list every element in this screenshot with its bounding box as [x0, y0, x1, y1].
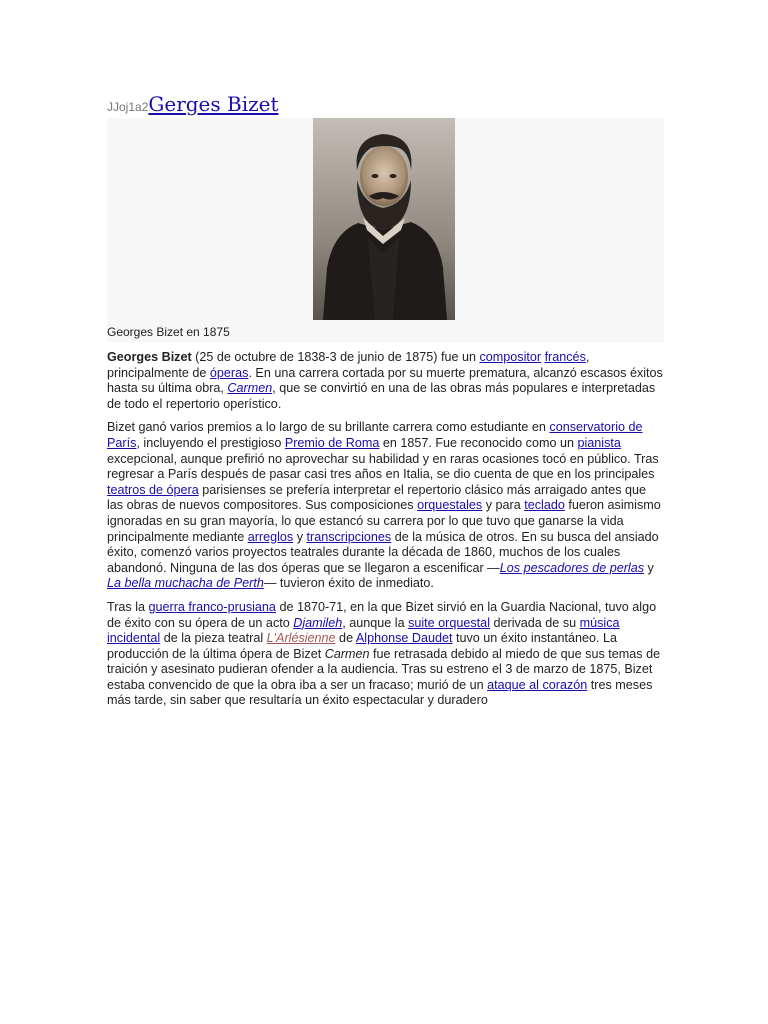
link-musica-incidental[interactable]: música incidental [107, 615, 620, 646]
link-guerra-franco-prusiana[interactable]: guerra franco-prusiana [148, 599, 276, 614]
link-teclado[interactable]: teclado [524, 498, 565, 513]
paragraph-later-life [107, 600, 664, 709]
text: Bizet ganó varios premios a lo largo de su brillante carrera como estudiante en [107, 420, 550, 435]
text: parisienses se prefería interpretar el repertorio clásico más arraigado antes que las obras de nuevos compositores. Sus composiciones [107, 482, 647, 513]
link-ataque-al-corazon[interactable]: ataque al corazón [487, 677, 588, 692]
text: , principalmente de [107, 350, 590, 380]
text: de la música de otros. En su busca del ansiado éxito, comenzó varios proyectos teatrales durante la década de 1860, muchos de los cuales abandonó. Ninguna de las dos óperas que se llegaron a escenificar — [107, 529, 659, 575]
portrait-drawing [313, 118, 455, 320]
text: de 1870-71, en la que Bizet sirvió en la Guardia Nacional, tuvo algo de éxito con su ópera de un acto [107, 599, 657, 630]
heading-prefix: JJoj1a2 [107, 100, 149, 114]
text: , incluyendo el prestigioso [136, 435, 285, 450]
link-djamileh[interactable] [293, 616, 342, 630]
carmen-title: Carmen [324, 646, 370, 661]
link-frances[interactable]: francés [544, 350, 586, 364]
link-premio-de-roma[interactable]: Premio de Roma [284, 435, 380, 450]
link-pianista[interactable]: pianista [577, 435, 621, 450]
text: de la pieza teatral [160, 631, 267, 646]
text: tres meses más tarde, sin saber que resultaría un éxito espectacular y duradero [107, 677, 653, 708]
link-carmen[interactable] [227, 381, 272, 395]
paragraph-career [107, 420, 664, 592]
link-compositor[interactable]: compositor [479, 350, 542, 364]
portrait-figure [107, 118, 664, 342]
text: Tras la [107, 599, 149, 614]
text: en 1857. Fue reconocido como un [379, 435, 578, 450]
link-teatros-de-opera[interactable]: teatros de ópera [107, 482, 199, 497]
link-suite-orquestal[interactable]: suite orquestal [408, 615, 490, 630]
article-heading [107, 90, 664, 118]
link-pescadores-text: Los pescadores de perlas [499, 560, 645, 575]
text: fueron asimismo ignoradas en su gran mayoría, lo que estancó su carrera por lo que tuvo que ganarse la vida principalmente mediante [107, 498, 661, 544]
link-larlesienne[interactable] [267, 631, 336, 645]
link-carmen-text: Carmen [227, 381, 273, 396]
link-operas[interactable]: óperas [209, 365, 249, 380]
link-arlesienne-text: L'Arlésienne [266, 631, 336, 646]
link-transcripciones[interactable]: transcripciones [306, 529, 392, 544]
paragraph-intro [107, 350, 664, 412]
title-link[interactable]: Gerges Bizet [148, 92, 279, 116]
text: , aunque la [342, 615, 409, 630]
text: (25 de octubre de 1838-3 de junio de 1875) fue un [191, 350, 480, 364]
text: fue retrasada debido al miedo de que sus temas de traición y asesinato pudieran ofender a la audiencia. Tras su estreno el 3 de marzo de 1875, Bizet estaba convencido de que la obra iba a ser un fracaso; murió de un [107, 646, 661, 692]
text: , que se convirtió en una de las obras más populares e interpretadas de todo el repertorio operístico. [107, 381, 656, 411]
portrait-image[interactable] [313, 118, 455, 320]
figure-caption: Georges Bizet en 1875 [107, 325, 230, 339]
link-los-pescadores-de-perlas[interactable] [500, 561, 644, 575]
link-conservatorio[interactable]: conservatorio de París [107, 420, 643, 450]
link-la-bella-muchacha-de-perth[interactable] [107, 576, 264, 590]
link-alphonse-daudet[interactable]: Alphonse Daudet [355, 631, 453, 646]
text: y [644, 560, 654, 575]
text: de [335, 631, 356, 646]
text: . En una carrera cortada por su muerte prematura, alcanzó escasos éxitos hasta su última obra, [107, 365, 663, 396]
text: y para [482, 498, 525, 513]
link-djamileh-text: Djamileh [293, 615, 343, 630]
link-perth-text: La bella muchacha de Perth [107, 576, 264, 591]
text: derivada de su [490, 615, 580, 630]
text: y [293, 529, 307, 544]
subject-name: Georges Bizet [107, 350, 192, 364]
text: — tuvieron éxito de inmediato. [263, 576, 434, 591]
link-orquestales[interactable]: orquestales [417, 498, 483, 513]
text: excepcional, aunque prefirió no aprovechar su habilidad y en raras ocasiones tocó en público. Tras regresar a París después de pasar casi tres años en Italia, se dio cuenta de que en los principales [107, 451, 659, 482]
text: tuvo un éxito instantáneo. La producción de la última ópera de Bizet [107, 631, 618, 661]
article [107, 90, 664, 717]
link-arreglos[interactable]: arreglos [247, 529, 294, 544]
